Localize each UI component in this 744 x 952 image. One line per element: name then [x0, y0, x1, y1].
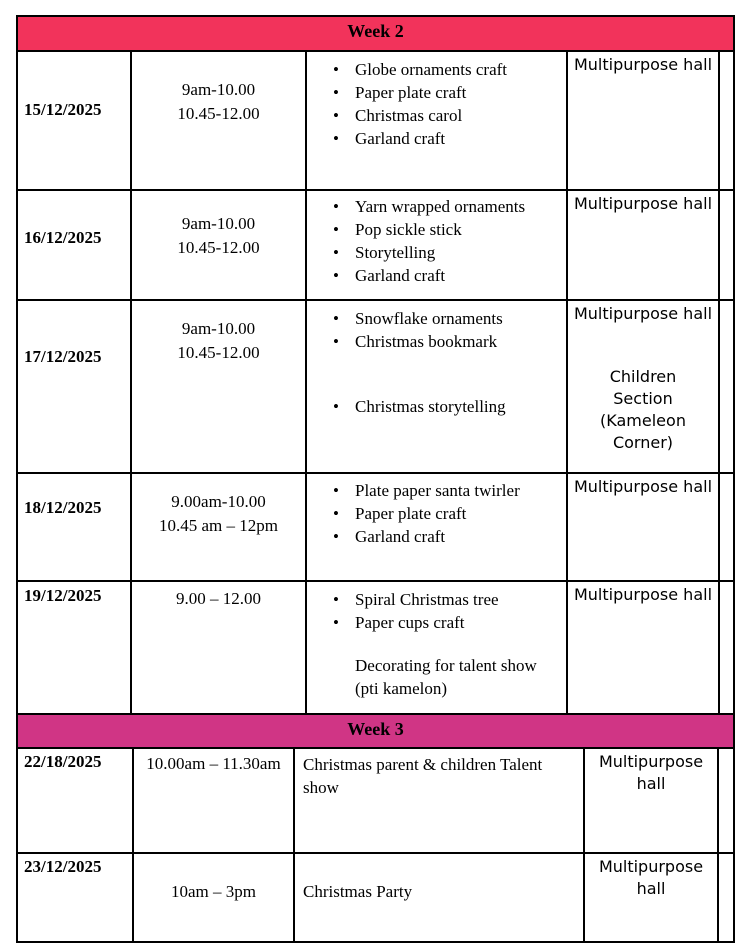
- activity-bullet-item: [333, 330, 562, 353]
- bullet-icon: •: [333, 527, 339, 546]
- empty-cell: [718, 853, 734, 942]
- empty-cell: [719, 581, 734, 714]
- activity-text: Paper plate craft: [355, 83, 467, 102]
- activity-bullet-item: [333, 81, 562, 104]
- time-cell: [131, 581, 306, 714]
- date-cell: 19/12/2025: [17, 581, 131, 714]
- location-cell: Multipurpose hall: [584, 748, 718, 853]
- date-cell: 15/12/2025: [17, 51, 131, 190]
- week3-header: Week 3: [17, 714, 734, 748]
- activity-text: Snowflake ornaments: [355, 309, 503, 328]
- location-cell: Multipurpose hall: [567, 473, 719, 581]
- location-cell: Multipurpose hall: [567, 190, 719, 300]
- time-cell: [131, 473, 306, 581]
- note-line: Decorating for talent show: [355, 656, 537, 675]
- activity-text: Storytelling: [355, 243, 436, 262]
- time-cell: [131, 300, 306, 473]
- activity-text: Christmas storytelling: [355, 397, 506, 416]
- activity-text: Globe ornaments craft: [355, 60, 507, 79]
- bullet-icon: •: [333, 590, 339, 609]
- bullet-icon: •: [333, 243, 339, 262]
- activities-cell: [306, 581, 567, 714]
- bullet-icon: •: [333, 60, 339, 79]
- location-line: Corner): [612, 433, 674, 452]
- location-cell: Multipurpose hall: [567, 581, 719, 714]
- bullet-icon: •: [333, 266, 339, 285]
- activity-bullet-item: [333, 611, 562, 634]
- activity-bullet-item: [333, 127, 562, 150]
- activities-cell: [306, 190, 567, 300]
- activity-text: Paper plate craft: [355, 504, 467, 523]
- time-cell: [131, 190, 306, 300]
- activity-bullet-item: [333, 58, 562, 81]
- activity-text: Paper cups craft: [355, 613, 465, 632]
- activities-cell: [306, 300, 567, 473]
- empty-cell: [719, 190, 734, 300]
- time-cell: 10.00am – 11.30am: [133, 748, 294, 853]
- bullet-icon: •: [333, 197, 339, 216]
- activity-text: Yarn wrapped ornaments: [355, 197, 526, 216]
- table-row: [17, 853, 734, 942]
- bullet-icon: •: [333, 504, 339, 523]
- table-row: [17, 581, 734, 714]
- bullet-icon: •: [333, 481, 339, 500]
- time-line: 10.45-12.00: [177, 343, 260, 362]
- activities-cell: [306, 51, 567, 190]
- date-cell: 17/12/2025: [17, 300, 131, 473]
- activity-text: Garland craft: [355, 266, 446, 285]
- time-line: 9.00 – 12.00: [176, 589, 261, 608]
- week3-header-row: [17, 714, 734, 748]
- bullet-icon: •: [333, 397, 339, 416]
- activity-bullet-item: [333, 264, 562, 287]
- activity-text: Garland craft: [355, 527, 446, 546]
- empty-cell: [719, 300, 734, 473]
- date-cell: 23/12/2025: [17, 853, 133, 942]
- bullet-icon: •: [333, 106, 339, 125]
- activity-text: Christmas Party: [303, 882, 413, 901]
- activity-bullet-item: [333, 218, 562, 241]
- activity-cell: [294, 853, 584, 942]
- bullet-icon: •: [333, 83, 339, 102]
- location-cell: [567, 300, 719, 473]
- location-line: Children: [609, 367, 677, 386]
- activity-bullet-item: [333, 525, 562, 548]
- bullet-icon: •: [333, 613, 339, 632]
- activity-text: Plate paper santa twirler: [355, 481, 520, 500]
- time-cell: [131, 51, 306, 190]
- note-line: (pti kamelon): [355, 679, 448, 698]
- location-cell: Multipurpose hall: [584, 853, 718, 942]
- schedule-document: [16, 15, 735, 943]
- time-cell: 10am – 3pm: [133, 853, 294, 942]
- week2-header-row: [17, 16, 734, 51]
- empty-cell: [718, 748, 734, 853]
- activity-bullet-item: [333, 104, 562, 127]
- activity-note: [307, 654, 566, 700]
- activities-cell: [306, 473, 567, 581]
- location-secondary: [570, 366, 716, 454]
- time-line: 10.45-12.00: [177, 104, 260, 123]
- activity-text: Christmas bookmark: [355, 332, 498, 351]
- activity-bullet-item: [333, 479, 562, 502]
- bullet-icon: •: [333, 332, 339, 351]
- activity-bullet-item: [333, 195, 562, 218]
- activity-bullet-item: [333, 307, 562, 330]
- activity-cell: [294, 748, 584, 853]
- time-line: 9am-10.00: [181, 80, 256, 99]
- location-primary: Multipurpose hall: [573, 304, 713, 323]
- table-row: [17, 300, 734, 473]
- date-cell: 16/12/2025: [17, 190, 131, 300]
- activity-bullet-item: [333, 502, 562, 525]
- activity-bullet-item: [333, 395, 562, 418]
- table-row: [17, 190, 734, 300]
- table-row: [17, 51, 734, 190]
- time-line: 10.45 am – 12pm: [159, 516, 278, 535]
- activity-text: Pop sickle stick: [355, 220, 462, 239]
- time-line: 10.45-12.00: [177, 238, 260, 257]
- location-line: Section: [613, 389, 673, 408]
- date-cell: 22/18/2025: [17, 748, 133, 853]
- activity-bullet-item: [333, 241, 562, 264]
- location-cell: Multipurpose hall: [567, 51, 719, 190]
- time-line: 9am-10.00: [181, 319, 256, 338]
- empty-cell: [719, 473, 734, 581]
- activity-text: Garland craft: [355, 129, 446, 148]
- activity-text: Spiral Christmas tree: [355, 590, 499, 609]
- bullet-icon: •: [333, 129, 339, 148]
- activity-text: Christmas parent & children Talent show: [303, 755, 543, 797]
- table-row: [17, 473, 734, 581]
- time-line: 9.00am-10.00: [171, 492, 266, 511]
- empty-cell: [719, 51, 734, 190]
- activity-text: Christmas carol: [355, 106, 463, 125]
- week3-table: [16, 713, 735, 943]
- location-line: (Kameleon: [600, 411, 686, 430]
- activity-bullet-item: [333, 588, 562, 611]
- table-row: [17, 748, 734, 853]
- bullet-icon: •: [333, 309, 339, 328]
- bullet-icon: •: [333, 220, 339, 239]
- week2-table: [16, 15, 735, 715]
- week2-header: Week 2: [17, 16, 734, 51]
- time-line: 9am-10.00: [181, 214, 256, 233]
- date-cell: 18/12/2025: [17, 473, 131, 581]
